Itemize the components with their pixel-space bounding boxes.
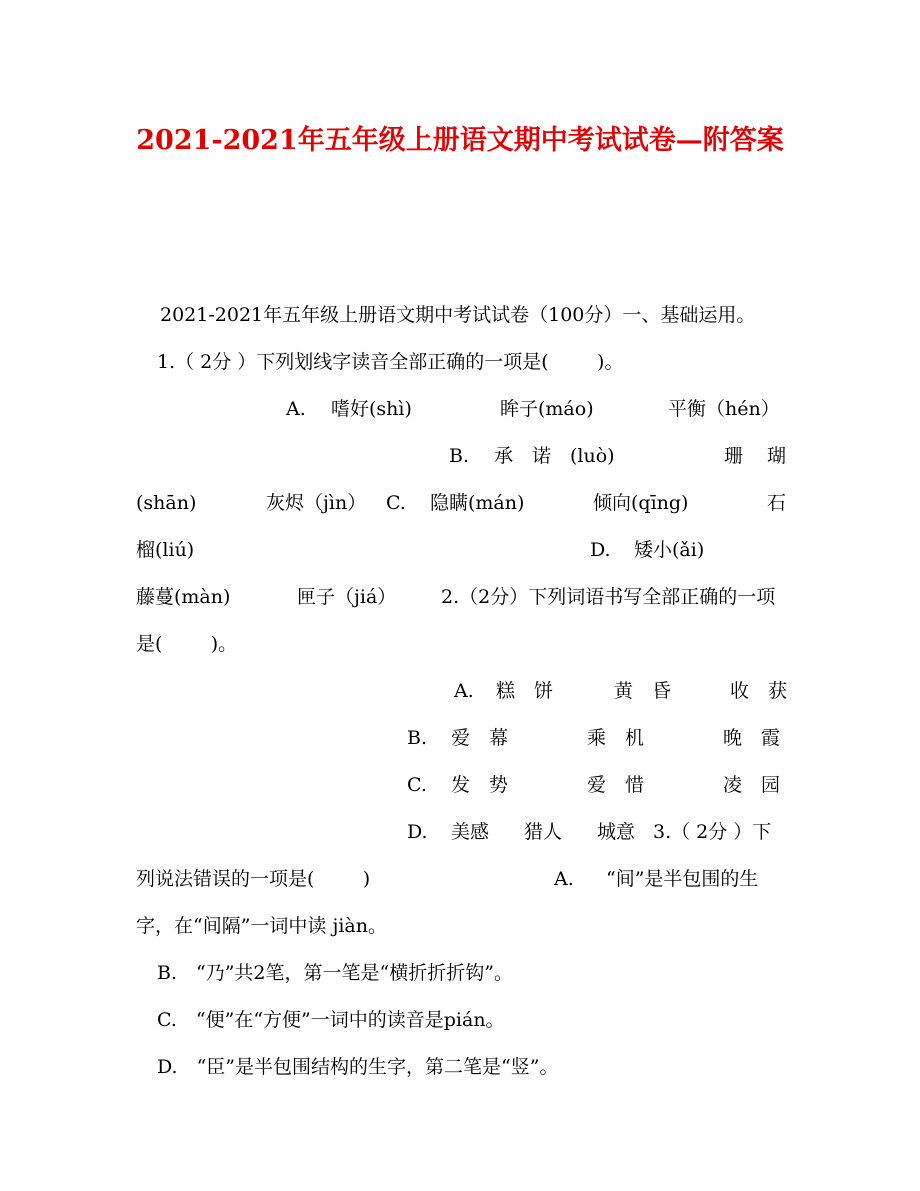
q2-option-d-word2: 猎人 <box>524 821 563 843</box>
q1-option-c-item1: 隐瞒(mán) <box>430 492 525 514</box>
q1-option-d-item3: 匣子（jiá） <box>297 586 397 608</box>
q3-option-a-text1: “间”是半包围的生 <box>606 868 759 890</box>
q1-option-a-item2: 眸子(máo) <box>500 398 594 420</box>
q1-option-d-item1: 矮小(ǎi) <box>634 539 705 561</box>
q1-option-b-item3: 灰烬（jìn） <box>266 492 367 514</box>
q2-option-b-word3: 晚 霞 <box>723 727 781 749</box>
q1-option-b-item1: 承 诺 (luò) <box>494 445 615 467</box>
q3-stem-part1: 3.（ 2分 ）下 <box>653 821 772 843</box>
q1-option-b-item2-char2: 瑚 <box>767 445 787 467</box>
q2-option-c-word3: 凌 园 <box>723 774 781 796</box>
q2-option-b-label: B. <box>407 727 428 749</box>
q3-option-b: B. “乃”共2笔，第一笔是“横折折折钩”。 <box>157 962 513 984</box>
q2-option-a-word3: 收 获 <box>730 680 788 702</box>
q1-option-b-item2-char1: 珊 <box>724 445 744 467</box>
q1-option-c-item3-rest: 榴(liú) <box>136 539 195 561</box>
q2-stem-part1: 2.（2分）下列词语书写全部正确的一项 <box>441 586 776 608</box>
q1-option-a-item1: 嗜好(shì) <box>331 398 412 420</box>
q2-stem-part2: 是( )。 <box>136 633 238 655</box>
q3-option-a-text2: 字，在“间隔”一词中读 jiàn。 <box>136 915 387 937</box>
q1-option-b-label: B. <box>449 445 470 467</box>
q1-option-b-item2-pinyin: (shān) <box>136 492 197 514</box>
q1-option-a-label: A. <box>286 398 306 420</box>
q1-option-a-item3: 平衡（hén） <box>668 398 780 420</box>
q2-option-c-word2: 爱 惜 <box>587 774 645 796</box>
intro-line: 2021-2021年五年级上册语文期中考试试卷（100分）一、基础运用。 <box>160 304 756 326</box>
document-title: 2021-2021年五年级上册语文期中考试试卷—附答案 <box>136 125 784 156</box>
q3-option-a-label: A. <box>554 868 574 890</box>
q1-option-d-item2: 藤蔓(màn) <box>136 586 231 608</box>
q2-option-d-label: D. <box>407 821 428 843</box>
q1-option-d-label: D. <box>590 539 611 561</box>
q2-option-d-word1: 美感 <box>451 821 490 843</box>
q3-stem-part2: 列说法错误的一项是( ) <box>136 868 371 890</box>
q2-option-d-word3: 城意 <box>597 821 636 843</box>
q2-option-b-word1: 爱 幕 <box>451 727 509 749</box>
q1-option-c-item3-char1: 石 <box>767 492 787 514</box>
q2-option-c-label: C. <box>407 774 427 796</box>
q2-option-c-word1: 发 势 <box>451 774 509 796</box>
q1-stem: 1.（ 2分 ）下列划线字读音全部正确的一项是( )。 <box>157 351 624 373</box>
q3-option-c: C. “便”在“方便”一词中的读音是pián。 <box>157 1009 505 1031</box>
q3-option-d: D. “臣”是半包围结构的生字，第二笔是“竖”。 <box>157 1056 559 1078</box>
q1-option-c-label: C. <box>386 492 406 514</box>
q2-option-a-word1: 糕 饼 <box>496 680 554 702</box>
q2-option-a-label: A. <box>454 680 474 702</box>
q2-option-a-word2: 黄 昏 <box>614 680 672 702</box>
q2-option-b-word2: 乘 机 <box>587 727 645 749</box>
q1-option-c-item2: 倾向(qīng) <box>593 492 689 514</box>
